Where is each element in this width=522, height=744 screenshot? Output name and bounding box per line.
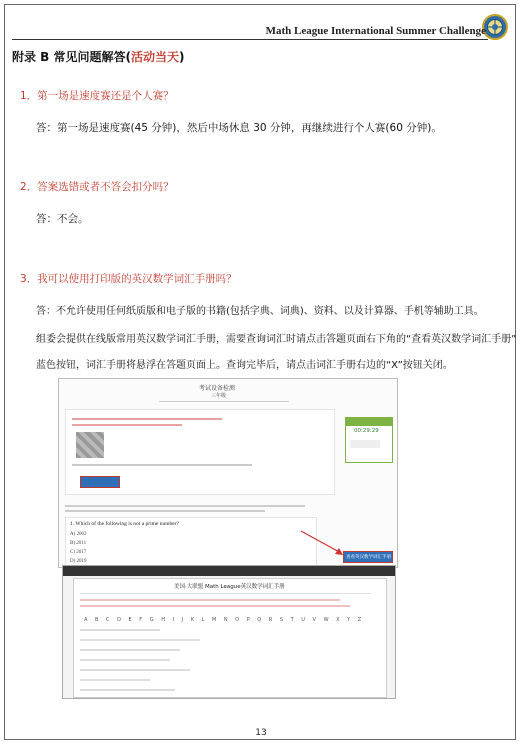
faq-question-2: 2．答案选错或者不答会扣分吗？ (20, 181, 174, 193)
exam-page-screenshot (58, 378, 398, 568)
faq-answer-3-line3: 蓝色按钮，词汇手册将悬浮在答题页面上。查询完毕后，请点击词汇手册右边的“X”按钮关闭。 (36, 360, 453, 371)
timer-value: 00:29:29 (354, 428, 379, 434)
red-arrow-icon (299, 529, 349, 559)
header-rule (12, 39, 488, 40)
exam-grade: 三年级 (211, 393, 227, 399)
exam-notice-panel (65, 409, 335, 495)
vocab-button-highlighted (80, 476, 120, 488)
question-panel: 1. Which of the following is not a prime number? A) 2003 B) 2011 C) 2017 D) 2019 (65, 517, 317, 568)
faq-answer-2: 答：不会。 (36, 213, 89, 225)
vocab-button: 查看英汉数学词汇手册 (343, 551, 393, 563)
handbook-top-bar (63, 566, 395, 576)
timer-panel (345, 417, 393, 463)
appendix-heading: 附录 B 常见问题解答(活动当天) (12, 50, 185, 64)
alphabet-index: A B C D E F G H I J K L M N O P Q R S T U V W X Y Z (84, 617, 365, 623)
vocab-handbook-screenshot (62, 565, 396, 699)
handbook-title: 美国·大联盟 Math League英汉数学词汇手册 (174, 584, 285, 590)
exam-title: 考试设备检测 (199, 385, 236, 392)
faq-answer-1: 答：第一场是速度赛(45 分钟)，然后中场休息 30 分钟，再继续进行个人赛(60 分钟)。 (36, 122, 442, 134)
faq-answer-3: 答：不允许使用任何纸质版和电子版的书籍(包括字典、词典)、资料、以及计算器、手机等辅助工具。 (36, 306, 484, 317)
handbook-panel (73, 578, 387, 698)
qr-placeholder (76, 432, 104, 458)
question-text: 1. Which of the following is not a prime number? (70, 521, 179, 527)
faq-question-3: 3．我可以使用打印版的英汉数学词汇手册吗？ (20, 273, 237, 285)
exam-meta-line (159, 401, 289, 402)
header-title: Math League International Summer Challenge (265, 25, 486, 37)
faq-answer-3-line2: 组委会提供在线版常用英汉数学词汇手册，需要查询词汇时请点击答题页面右下角的“查看英汉数学词汇手册” (36, 334, 517, 345)
page-number: 13 (255, 728, 267, 738)
faq-question-1: 1．第一场是速度赛还是个人赛？ (20, 90, 174, 102)
